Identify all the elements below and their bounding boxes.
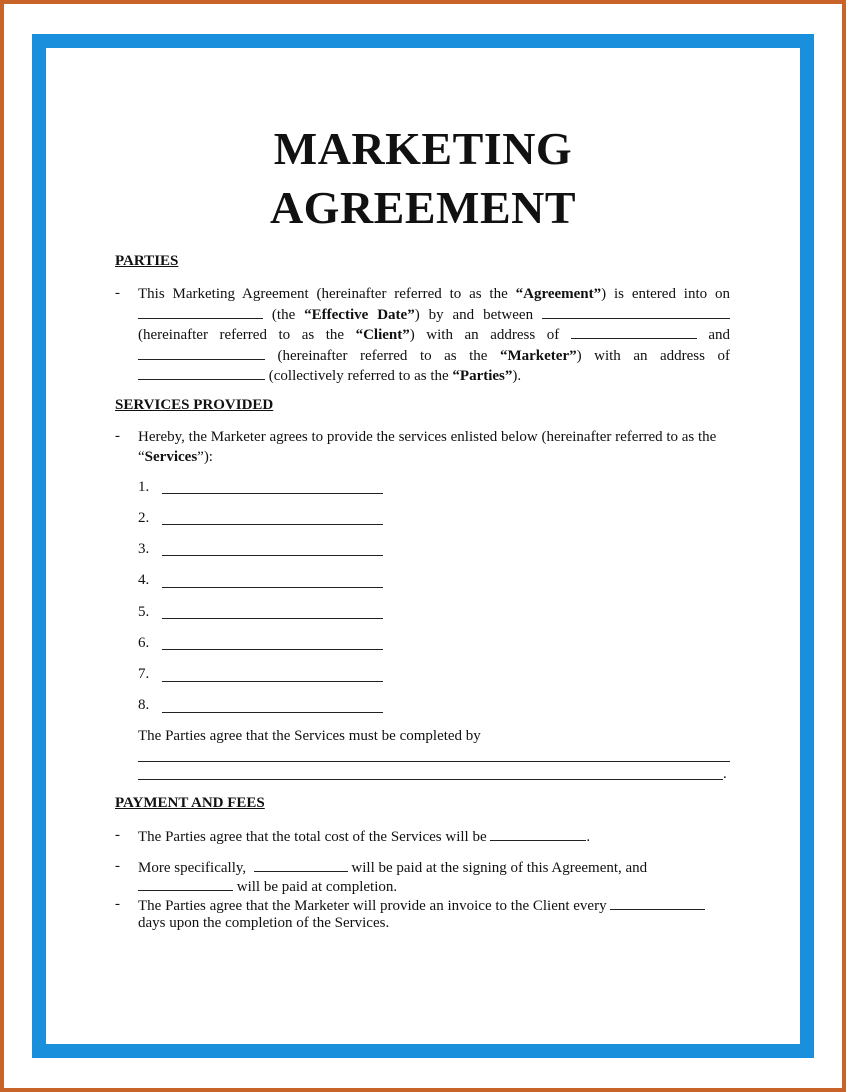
invoice-days-blank[interactable] [610,896,705,910]
completion-period: . [723,766,727,782]
service-blank-line[interactable] [162,555,383,556]
service-blank-line[interactable] [162,524,383,525]
completion-amount-blank[interactable] [138,877,233,891]
parties-heading: PARTIES [115,253,179,269]
services-bullet: - [115,428,120,444]
completion-blank-line-1[interactable] [138,761,730,762]
marketer-address-blank[interactable] [138,366,265,380]
service-number: 8. [138,697,150,713]
service-blank-line[interactable] [162,618,383,619]
service-number: 7. [138,666,150,682]
client-address-blank[interactable] [571,325,697,339]
title-line-1: MARKETING [273,123,573,174]
service-blank-line[interactable] [162,712,383,713]
service-number: 6. [138,635,150,651]
service-blank-line[interactable] [162,681,383,682]
invoice-line-1: The Parties agree that the Marketer will provide an invoice to the Client every [138,896,705,915]
service-blank-line[interactable] [162,587,383,588]
payment-bullet-1: - [115,827,120,843]
payment-split-line-1: More specifically, will be paid at the signing of this Agreement, and [138,860,648,876]
title-line-2: AGREEMENT [269,182,577,233]
payment-heading: PAYMENT AND FEES [115,795,265,811]
completion-text: The Parties agree that the Services must be completed by [138,728,481,744]
service-number: 3. [138,541,150,557]
total-cost-text: The Parties agree that the total cost of the Services will be . [138,829,591,845]
parties-paragraph: This Marketing Agreement (hereinafter referred to as the “Agreement”) is entered into on (the “Effective Date”) by and between (hereinafter referred to as the “Client”) with an address of and (hereinafter referred to as the “Marketer”) with an address of (collectively referred to as the “Parties”). [138,286,730,385]
payment-bullet-3: - [115,896,120,912]
parties-bullet: - [115,285,120,301]
payment-split-line-2: will be paid at completion. [138,877,397,896]
service-number: 2. [138,510,150,526]
invoice-line-2: days upon the completion of the Services. [138,915,390,931]
date-blank[interactable] [138,305,263,319]
service-number: 1. [138,479,150,495]
service-number: 5. [138,604,150,620]
marketer-name-blank[interactable] [138,346,265,360]
completion-blank-line-2[interactable] [138,779,723,780]
client-name-blank[interactable] [542,305,730,319]
payment-bullet-2: - [115,858,120,874]
service-blank-line[interactable] [162,649,383,650]
services-heading: SERVICES PROVIDED [115,397,274,413]
total-cost-blank[interactable] [490,827,586,841]
service-blank-line[interactable] [162,493,383,494]
service-number: 4. [138,572,150,588]
services-paragraph: Hereby, the Marketer agrees to provide the services enlisted below (hereinafter referred to as the “Services”): [138,429,717,465]
signing-amount-blank[interactable] [254,858,348,872]
